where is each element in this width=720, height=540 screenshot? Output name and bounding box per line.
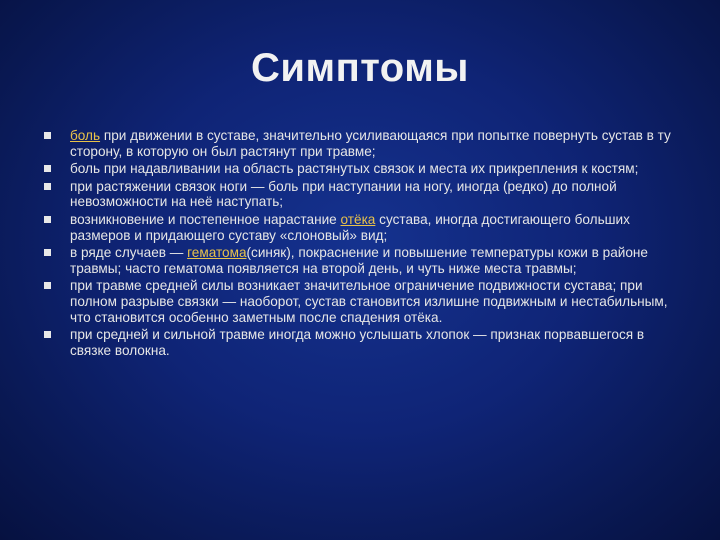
- list-item: [44, 327, 684, 358]
- square-bullet-icon: [44, 216, 51, 223]
- square-bullet-icon: [44, 282, 51, 289]
- bullet-text-before: возникновение и постепенное нарастание: [70, 211, 341, 227]
- edema-link[interactable]: отёка: [340, 211, 376, 227]
- bullet-text-after: сустава, иногда достигающего больших размеров и придающего суставу «слоновый» вид;: [70, 211, 630, 243]
- bullet-text-after: (синяк), покраснение и повышение температуры кожи в районе травмы; часто гематома появляется на второй день, и чуть ниже места травмы;: [70, 245, 648, 276]
- square-bullet-icon: [44, 165, 51, 172]
- list-item: [44, 212, 684, 243]
- bullet-text: при растяжении связок ноги — боль при наступании на ногу, иногда (редко) до полной невозможности на неё наступать;: [70, 178, 617, 210]
- pain-link[interactable]: боль: [70, 128, 101, 143]
- square-bullet-icon: [44, 331, 51, 338]
- bullet-text: при травме средней силы возникает значительное ограничение подвижности сустава; при полном разрыве связки — наоборот, сустав становится излишне подвижным и нестабильным, что становится особенно заметным после спадения отёка.: [70, 278, 668, 325]
- square-bullet-icon: [44, 249, 51, 256]
- hematoma-link[interactable]: гематома: [187, 245, 247, 261]
- square-bullet-icon: [44, 183, 51, 190]
- symptom-list: [44, 128, 684, 360]
- square-bullet-icon: [44, 132, 51, 139]
- list-item: [44, 278, 684, 325]
- slide-title: Симптомы: [251, 46, 469, 90]
- bullet-text: боль при надавливании на область растянутых связок и места их прикрепления к костям;: [70, 161, 639, 177]
- list-item: [44, 179, 684, 210]
- bullet-text-after: при движении в суставе, значительно усиливающаяся при попытке повернуть сустав в ту сторону, в которую он был растянут при травме;: [70, 128, 671, 159]
- list-item: [44, 245, 684, 276]
- bullet-text: при средней и сильной травме иногда можно услышать хлопок — признак порвавшегося в связке волокна.: [70, 327, 645, 358]
- list-item: [44, 161, 684, 177]
- bullet-text-before: в ряде случаев —: [70, 245, 188, 261]
- list-item: [44, 128, 684, 159]
